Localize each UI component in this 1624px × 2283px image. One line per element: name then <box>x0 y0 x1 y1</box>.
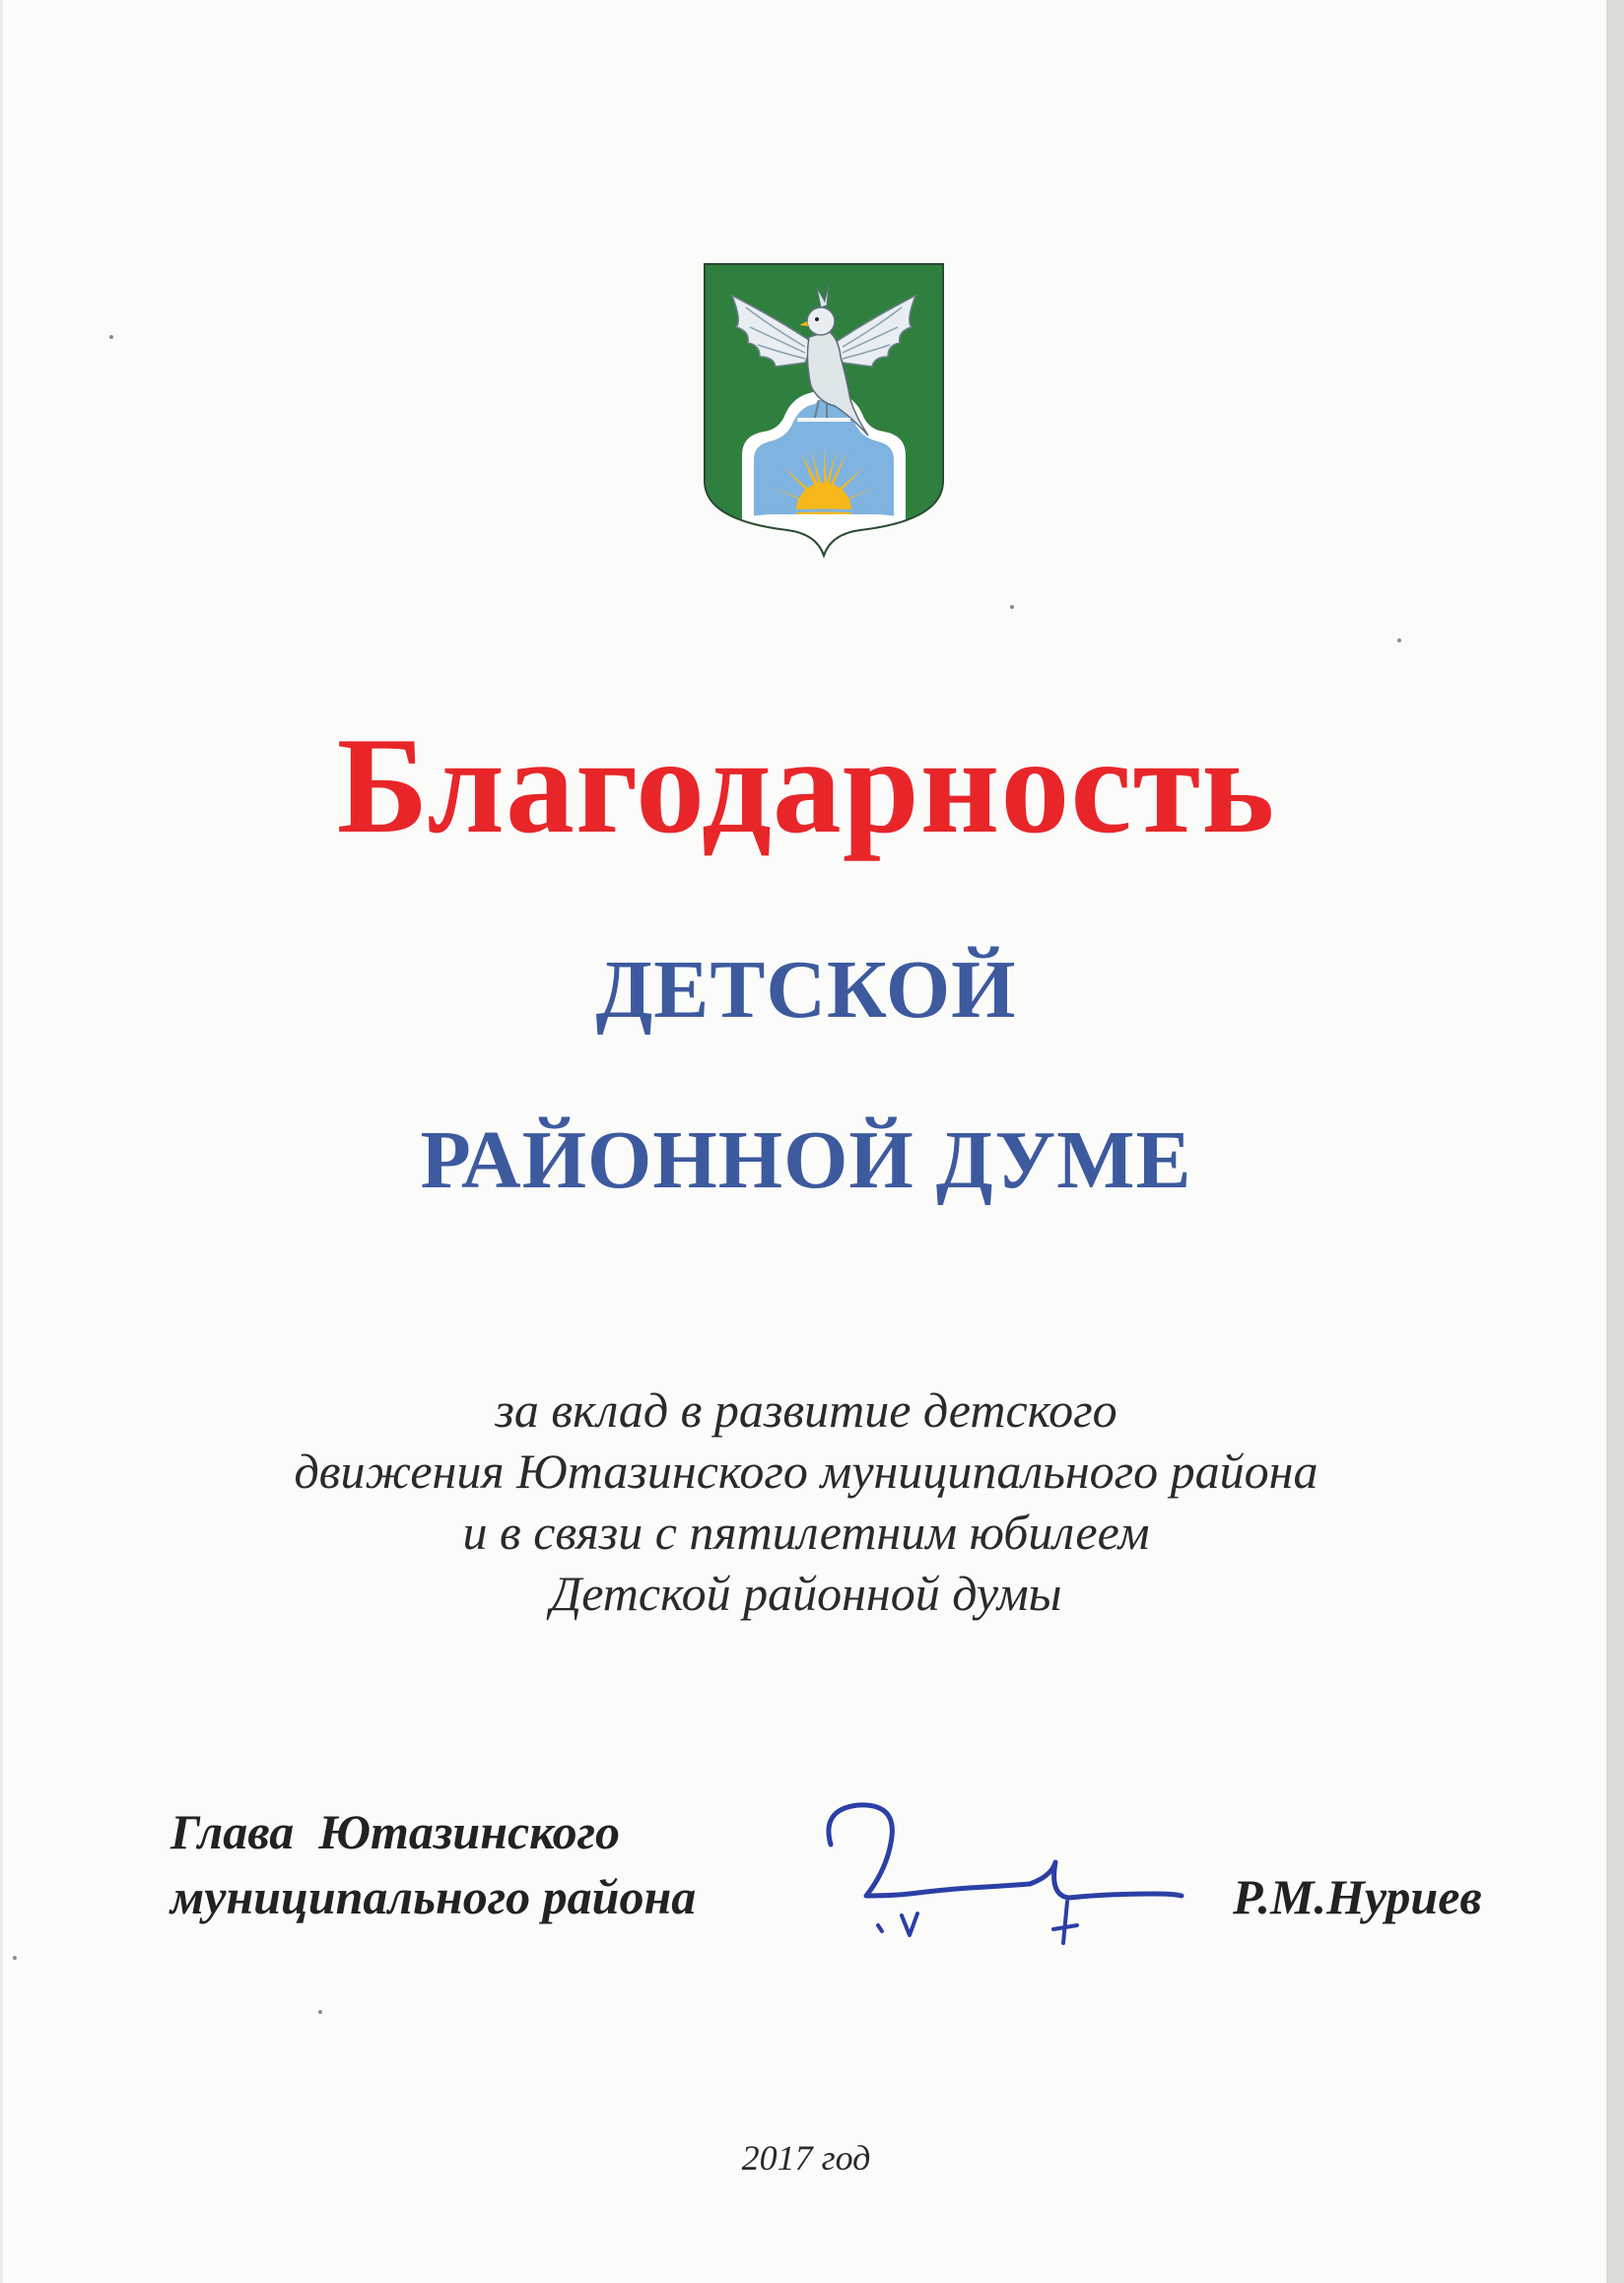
reason-line: движения Ютазинского муниципального района <box>294 1444 1319 1499</box>
reason-line: и в связи с пятилетним юбилеем <box>462 1505 1150 1560</box>
paper-speck <box>13 1956 17 1960</box>
recipient-line-2: РАЙОННОЙ ДУМЕ <box>420 1114 1192 1206</box>
coat-of-arms-icon <box>703 262 945 558</box>
reason-line: за вклад в развитие детского <box>495 1382 1117 1438</box>
reason-text <box>3 1379 1609 1624</box>
signer-position <box>170 1799 696 1929</box>
handwritten-signature <box>819 1799 1193 1957</box>
signer-name: Р.М.Нуриев <box>1233 1869 1482 1924</box>
signer-position-line-1: Глава Ютазинского <box>170 1804 621 1859</box>
certificate-year: 2017 год <box>741 2138 871 2178</box>
certificate-title: Благодарность <box>336 709 1276 862</box>
paper-speck <box>1010 605 1014 609</box>
paper-speck <box>1397 638 1401 642</box>
paper-speck <box>318 2010 322 2014</box>
signer-position-line-2: муниципального района <box>170 1869 697 1924</box>
paper-speck <box>109 335 113 339</box>
reason-line: Детской районной думы <box>550 1566 1062 1621</box>
recipient-line-1: ДЕТСКОЙ <box>595 944 1017 1036</box>
